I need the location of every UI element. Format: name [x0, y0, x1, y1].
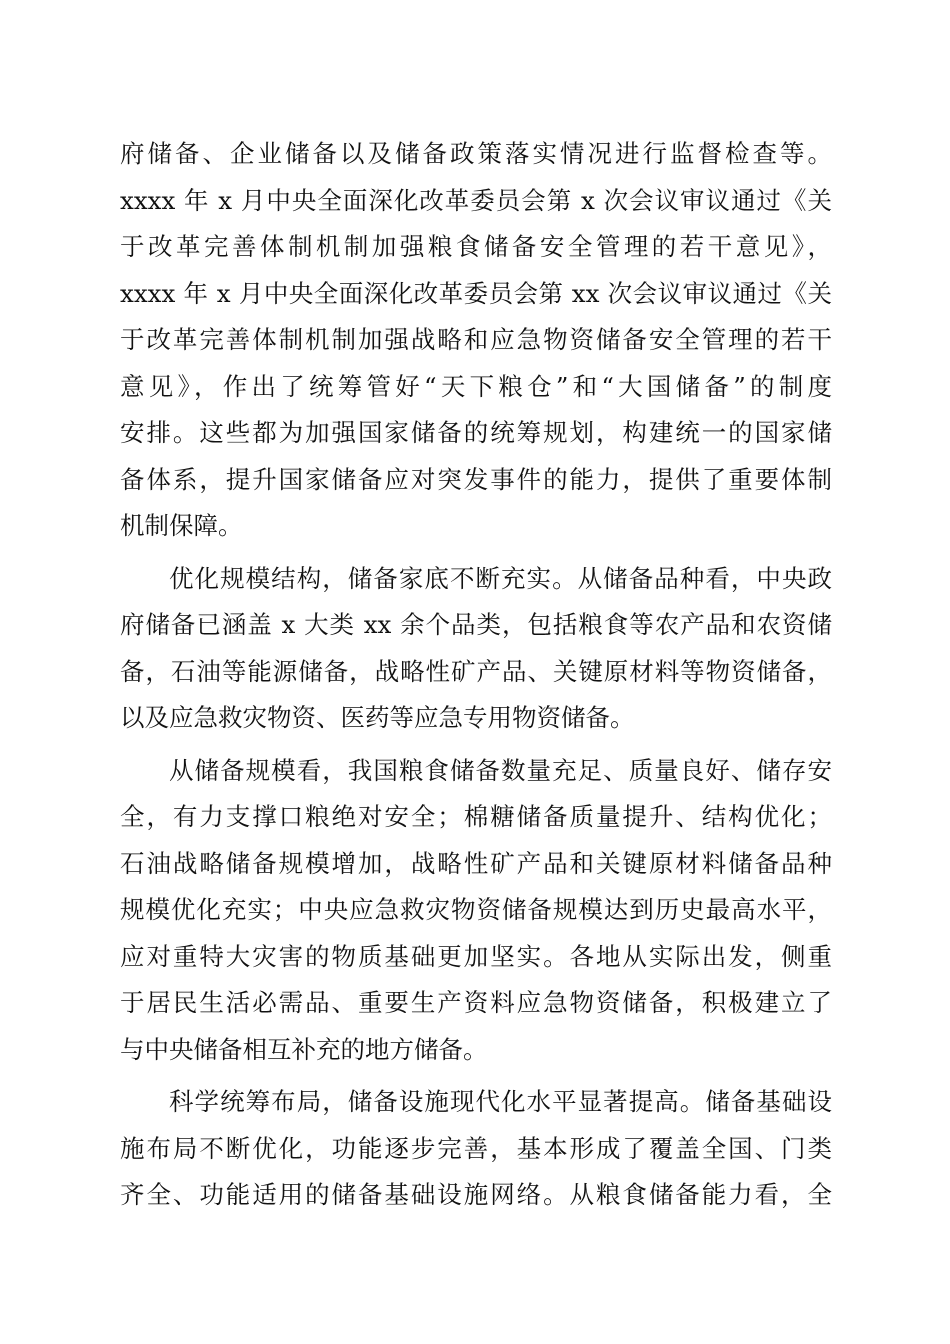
text-line: xxxx 年 x 月中央全面深化改革委员会第 xx 次会议审议通过《关 [120, 278, 832, 308]
text-line: 府储备已涵盖 x 大类 xx 余个品类，包括粮食等农产品和农资储 [120, 610, 832, 639]
text-line: 于改革完善体制机制加强粮食储备安全管理的若干意见》， [120, 232, 832, 261]
text-line: 应对重特大灾害的物质基础更加坚实。各地从实际出发，侧重 [120, 941, 832, 971]
text-line: 与中央储备相互补充的地方储备。 [120, 1034, 488, 1064]
text-line: 齐全、功能适用的储备基础设施网络。从粮食储备能力看，全 [120, 1180, 832, 1209]
text-line: 于改革完善体制机制加强战略和应急物资储备安全管理的若干 [120, 325, 832, 354]
text-line: 机制保障。 [120, 511, 243, 540]
text-line: 石油战略储备规模增加，战略性矿产品和关键原材料储备品种 [120, 848, 832, 878]
text-line: 施布局不断优化，功能逐步完善，基本形成了覆盖全国、门类 [120, 1133, 832, 1163]
text-line: 备体系，提升国家储备应对突发事件的能力，提供了重要体制 [120, 464, 832, 494]
text-line: 府储备、企业储备以及储备政策落实情况进行监督检查等。 [120, 139, 832, 168]
text-line: 全，有力支撑口粮绝对安全；棉糖储备质量提升、结构优化； [120, 802, 832, 831]
text-line: 科学统筹布局，储备设施现代化水平显著提高。储备基础设 [169, 1087, 832, 1116]
text-line: 安排。这些都为加强国家储备的统筹规划，构建统一的国家储 [120, 418, 832, 447]
text-line: 备，石油等能源储备，战略性矿产品、关键原材料等物资储备， [120, 656, 832, 686]
text-line: 于居民生活必需品、重要生产资料应急物资储备，积极建立了 [120, 988, 832, 1017]
document-body [120, 131, 832, 1219]
text-line: 以及应急救灾物资、医药等应急专用物资储备。 [120, 703, 635, 732]
text-line: 意见》，作出了统筹管好“天下粮仓”和“大国储备”的制度 [120, 371, 832, 401]
text-line: 优化规模结构，储备家底不断充实。从储备品种看，中央政 [169, 563, 832, 593]
text-line: 规模优化充实；中央应急救灾物资储备规模达到历史最高水平， [120, 895, 832, 924]
text-line: xxxx 年 x 月中央全面深化改革委员会第 x 次会议审议通过《关 [120, 185, 832, 215]
text-line: 从储备规模看，我国粮食储备数量充足、质量良好、储存安 [169, 755, 832, 785]
